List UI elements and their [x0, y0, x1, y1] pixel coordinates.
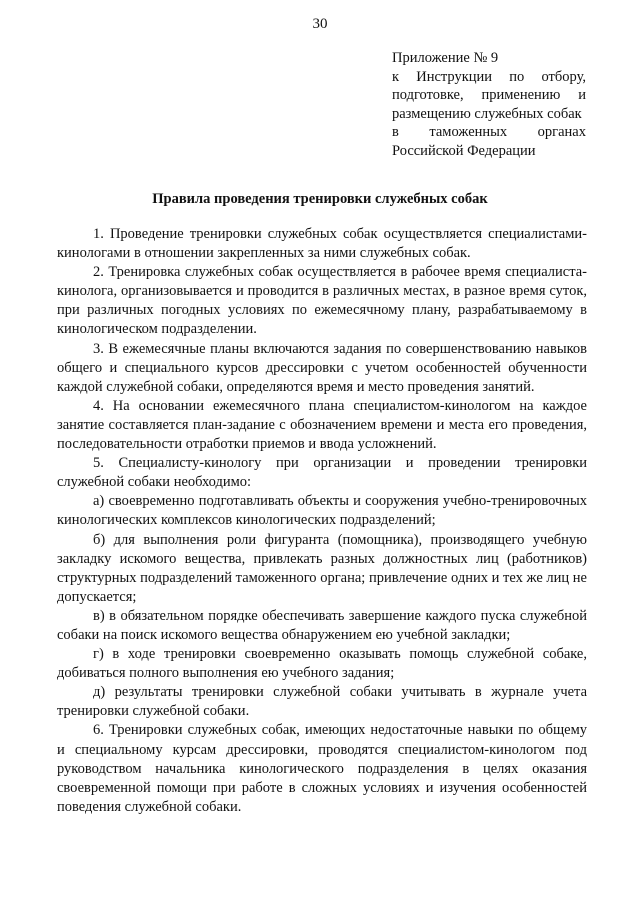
paragraph-6: 6. Тренировки служебных собак, имеющих недостаточные навыки по общему и специальному курсам дрессировки, проводятся специалистом-кинологом под руководством начальника кинологического подразделения в целях оказания своевременной помощи при работе в сложных условиях и изучения особенностей поведения служебной собаки.	[57, 722, 587, 815]
paragraph-5: 5. Специалисту-кинологу при организации и проведении тренировки служебной собаки необходимо:	[57, 455, 587, 491]
appendix-title: Приложение № 9	[392, 50, 499, 66]
appendix-block	[392, 49, 586, 161]
paragraph-2: 2. Тренировка служебных собак осуществляется в рабочее время специалиста-кинолога, организовывается и проводится в различных местах, в разное время суток, при различных погодных условиях по ежемесячному плану, разрабатываемому в кинологическом подразделении.	[57, 264, 587, 338]
document-title: Правила проведения тренировки служебных собак	[152, 191, 488, 207]
paragraph-5v: в) в обязательном порядке обеспечивать завершение каждого пуска служебной собаки на поиск искомого вещества обнаружением ею учебной закладки;	[57, 607, 587, 643]
paragraph-1: 1. Проведение тренировки служебных собак осуществляется специалистами-кинологами в отношении закрепленных за ними служебных собак.	[57, 226, 587, 262]
paragraph-5b: б) для выполнения роли фигуранта (помощника), производящего учебную закладку искомого вещества, привлекать разных должностных лиц (работников) структурных подразделений таможенного органа; привлечение одних и тех же лиц не допускается;	[57, 531, 587, 605]
paragraph-5g: г) в ходе тренировки своевременно оказывать помощь служебной собаке, добиваться полного выполнения ею учебного задания;	[57, 646, 587, 682]
paragraph-5a: а) своевременно подготавливать объекты и сооружения учебно-тренировочных кинологических комплексов кинологических подразделений;	[57, 493, 587, 529]
appendix-line: к Инструкции по отбору,	[392, 68, 586, 85]
appendix-line: Российской Федерации	[392, 142, 536, 159]
paragraph-5d: д) результаты тренировки служебной собаки учитывать в журнале учета тренировки служебной собаки.	[57, 684, 587, 720]
appendix-line: подготовке, применению и	[392, 87, 586, 104]
document-body	[57, 225, 587, 817]
appendix-line: в таможенных органах	[392, 124, 586, 141]
page-number: 30	[312, 16, 328, 32]
paragraph-3: 3. В ежемесячные планы включаются задания по совершенствованию навыков общего и специального курсов дрессировки с учетом особенностей обученности каждой служебной собаки, определяются время и место проведения занятий.	[57, 340, 587, 395]
paragraph-4: 4. На основании ежемесячного плана специалистом-кинологом на каждое занятие составляется план-задание с обозначением времени и места его проведения, последовательности отработки приемов и ввода усложнений.	[57, 397, 587, 453]
appendix-line: размещению служебных собак	[392, 105, 582, 122]
